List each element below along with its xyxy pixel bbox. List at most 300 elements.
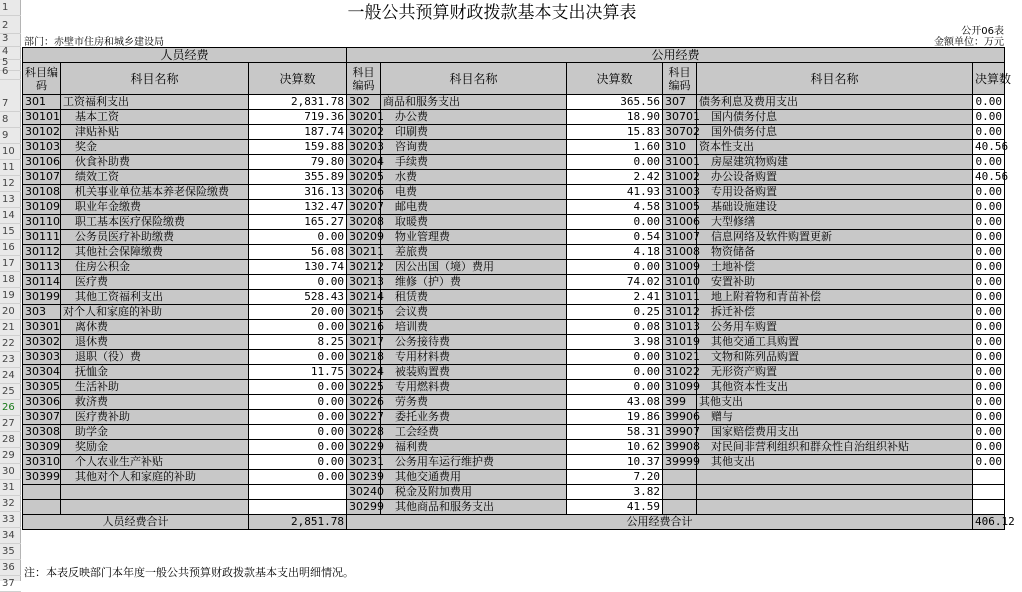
code-cell[interactable]: 30112 xyxy=(23,245,61,260)
code-cell[interactable]: 39999 xyxy=(663,455,697,470)
row-number[interactable]: 23 xyxy=(0,352,21,368)
code-cell[interactable]: 30307 xyxy=(23,410,61,425)
name-cell[interactable]: 物资储备 xyxy=(697,245,973,260)
amount-cell[interactable]: 7.20 xyxy=(567,470,663,485)
header-name-2[interactable]: 科目名称 xyxy=(381,63,567,95)
code-cell[interactable]: 30109 xyxy=(23,200,61,215)
amount-cell[interactable]: 15.83 xyxy=(567,125,663,140)
code-cell[interactable]: 30701 xyxy=(663,110,697,125)
amount-cell[interactable]: 79.80 xyxy=(249,155,347,170)
row-number[interactable]: 19 xyxy=(0,288,21,304)
code-cell[interactable]: 31006 xyxy=(663,215,697,230)
amount-cell[interactable]: 20.00 xyxy=(249,305,347,320)
amount-cell[interactable]: 0.00 xyxy=(249,380,347,395)
name-cell[interactable]: 专用燃料费 xyxy=(381,380,567,395)
code-cell[interactable]: 30214 xyxy=(347,290,381,305)
row-number[interactable]: 20 xyxy=(0,304,21,320)
code-cell[interactable]: 31001 xyxy=(663,155,697,170)
amount-cell[interactable]: 0.08 xyxy=(567,320,663,335)
amount-cell[interactable]: 132.47 xyxy=(249,200,347,215)
amount-cell[interactable]: 0.00 xyxy=(249,410,347,425)
code-cell[interactable]: 31007 xyxy=(663,230,697,245)
name-cell[interactable]: 资本性支出 xyxy=(697,140,973,155)
name-cell[interactable]: 公务用车运行维护费 xyxy=(381,455,567,470)
code-cell[interactable]: 31009 xyxy=(663,260,697,275)
amount-cell[interactable] xyxy=(973,485,1005,500)
code-cell[interactable]: 30102 xyxy=(23,125,61,140)
code-cell[interactable]: 30225 xyxy=(347,380,381,395)
name-cell[interactable]: 福利费 xyxy=(381,440,567,455)
amount-cell[interactable]: 0.00 xyxy=(567,260,663,275)
amount-cell[interactable]: 0.00 xyxy=(249,395,347,410)
name-cell[interactable] xyxy=(697,485,973,500)
name-cell[interactable] xyxy=(61,500,249,515)
amount-cell[interactable]: 187.74 xyxy=(249,125,347,140)
amount-cell[interactable] xyxy=(973,470,1005,485)
code-cell[interactable]: 39906 xyxy=(663,410,697,425)
amount-cell[interactable]: 528.43 xyxy=(249,290,347,305)
amount-cell[interactable]: 18.90 xyxy=(567,110,663,125)
code-cell[interactable]: 30114 xyxy=(23,275,61,290)
code-cell[interactable]: 30212 xyxy=(347,260,381,275)
amount-cell[interactable]: 0.00 xyxy=(973,125,1005,140)
code-cell[interactable]: 30702 xyxy=(663,125,697,140)
code-cell[interactable] xyxy=(663,500,697,515)
code-cell[interactable]: 31022 xyxy=(663,365,697,380)
name-cell[interactable]: 其他对个人和家庭的补助 xyxy=(61,470,249,485)
amount-cell[interactable]: 365.56 xyxy=(567,95,663,110)
code-cell[interactable]: 301 xyxy=(23,95,61,110)
code-cell[interactable]: 30303 xyxy=(23,350,61,365)
amount-cell[interactable]: 0.00 xyxy=(973,425,1005,440)
code-cell[interactable]: 30217 xyxy=(347,335,381,350)
code-cell[interactable]: 31013 xyxy=(663,320,697,335)
name-cell[interactable]: 文物和陈列品购置 xyxy=(697,350,973,365)
code-cell[interactable]: 30201 xyxy=(347,110,381,125)
code-cell[interactable]: 31010 xyxy=(663,275,697,290)
name-cell[interactable]: 专用设备购置 xyxy=(697,185,973,200)
name-cell[interactable]: 离休费 xyxy=(61,320,249,335)
code-cell[interactable]: 30240 xyxy=(347,485,381,500)
name-cell[interactable]: 国家赔偿费用支出 xyxy=(697,425,973,440)
name-cell[interactable]: 手续费 xyxy=(381,155,567,170)
name-cell[interactable]: 取暖费 xyxy=(381,215,567,230)
code-cell[interactable]: 30209 xyxy=(347,230,381,245)
name-cell[interactable]: 办公设备购置 xyxy=(697,170,973,185)
row-number[interactable]: 27 xyxy=(0,416,21,432)
row-number[interactable]: 18 xyxy=(0,272,21,288)
code-cell[interactable]: 30207 xyxy=(347,200,381,215)
name-cell[interactable]: 奖励金 xyxy=(61,440,249,455)
name-cell[interactable]: 印刷费 xyxy=(381,125,567,140)
code-cell[interactable]: 30304 xyxy=(23,365,61,380)
name-cell[interactable]: 基本工资 xyxy=(61,110,249,125)
code-cell[interactable]: 31021 xyxy=(663,350,697,365)
code-cell[interactable]: 30215 xyxy=(347,305,381,320)
code-cell[interactable]: 30205 xyxy=(347,170,381,185)
name-cell[interactable]: 信息网络及软件购置更新 xyxy=(697,230,973,245)
row-number[interactable]: 22 xyxy=(0,336,21,352)
amount-cell[interactable]: 0.00 xyxy=(973,395,1005,410)
amount-cell[interactable]: 4.18 xyxy=(567,245,663,260)
code-cell[interactable]: 30108 xyxy=(23,185,61,200)
code-cell[interactable]: 31003 xyxy=(663,185,697,200)
name-cell[interactable]: 专用材料费 xyxy=(381,350,567,365)
row-number[interactable]: 8 xyxy=(0,112,21,128)
code-cell[interactable]: 30202 xyxy=(347,125,381,140)
amount-cell[interactable]: 41.59 xyxy=(567,500,663,515)
name-cell[interactable]: 绩效工资 xyxy=(61,170,249,185)
amount-cell[interactable]: 0.00 xyxy=(973,155,1005,170)
row-number[interactable]: 13 xyxy=(0,192,21,208)
row-number[interactable]: 28 xyxy=(0,432,21,448)
code-cell[interactable]: 30216 xyxy=(347,320,381,335)
amount-cell[interactable]: 3.98 xyxy=(567,335,663,350)
amount-cell[interactable]: 0.00 xyxy=(973,200,1005,215)
amount-cell[interactable] xyxy=(973,500,1005,515)
amount-cell[interactable]: 0.00 xyxy=(249,470,347,485)
row-number[interactable]: 30 xyxy=(0,464,21,480)
row-number[interactable]: 12 xyxy=(0,176,21,192)
amount-cell[interactable]: 0.00 xyxy=(249,320,347,335)
amount-cell[interactable]: 159.88 xyxy=(249,140,347,155)
code-cell[interactable]: 30228 xyxy=(347,425,381,440)
header-name-3[interactable]: 科目名称 xyxy=(697,63,973,95)
row-number[interactable]: 34 xyxy=(0,528,21,544)
amount-cell[interactable]: 0.00 xyxy=(567,365,663,380)
row-number[interactable]: 10 xyxy=(0,144,21,160)
code-cell[interactable]: 30305 xyxy=(23,380,61,395)
code-cell[interactable]: 39908 xyxy=(663,440,697,455)
name-cell[interactable] xyxy=(697,470,973,485)
personnel-total-value[interactable]: 2,851.78 xyxy=(249,515,347,530)
name-cell[interactable]: 培训费 xyxy=(381,320,567,335)
name-cell[interactable]: 住房公积金 xyxy=(61,260,249,275)
name-cell[interactable]: 其他交通费用 xyxy=(381,470,567,485)
name-cell[interactable]: 其他社会保障缴费 xyxy=(61,245,249,260)
code-cell[interactable]: 30229 xyxy=(347,440,381,455)
code-cell[interactable]: 30203 xyxy=(347,140,381,155)
row-number[interactable]: 36 xyxy=(0,560,21,576)
row-number[interactable]: 9 xyxy=(0,128,21,144)
code-cell[interactable]: 30308 xyxy=(23,425,61,440)
code-cell[interactable]: 30101 xyxy=(23,110,61,125)
amount-cell[interactable] xyxy=(249,485,347,500)
header-amount-2[interactable]: 决算数 xyxy=(567,63,663,95)
amount-cell[interactable]: 0.00 xyxy=(973,275,1005,290)
amount-cell[interactable]: 1.60 xyxy=(567,140,663,155)
name-cell[interactable]: 其他交通工具购置 xyxy=(697,335,973,350)
name-cell[interactable]: 其他支出 xyxy=(697,455,973,470)
name-cell[interactable]: 劳务费 xyxy=(381,395,567,410)
code-cell[interactable]: 303 xyxy=(23,305,61,320)
amount-cell[interactable]: 0.00 xyxy=(973,215,1005,230)
row-number[interactable]: 26 xyxy=(0,400,21,416)
name-cell[interactable]: 对个人和家庭的补助 xyxy=(61,305,249,320)
amount-cell[interactable]: 0.00 xyxy=(973,245,1005,260)
row-number[interactable]: 29 xyxy=(0,448,21,464)
name-cell[interactable]: 土地补偿 xyxy=(697,260,973,275)
amount-cell[interactable]: 74.02 xyxy=(567,275,663,290)
code-cell[interactable]: 30309 xyxy=(23,440,61,455)
amount-cell[interactable]: 41.93 xyxy=(567,185,663,200)
amount-cell[interactable]: 0.00 xyxy=(973,305,1005,320)
amount-cell[interactable]: 0.00 xyxy=(973,350,1005,365)
name-cell[interactable]: 维修（护）费 xyxy=(381,275,567,290)
row-number[interactable]: 16 xyxy=(0,240,21,256)
code-cell[interactable]: 30239 xyxy=(347,470,381,485)
section-public[interactable]: 公用经费 xyxy=(347,48,1005,63)
name-cell[interactable]: 安置补助 xyxy=(697,275,973,290)
code-cell[interactable] xyxy=(663,470,697,485)
name-cell[interactable]: 机关事业单位基本养老保险缴费 xyxy=(61,185,249,200)
amount-cell[interactable]: 0.00 xyxy=(973,455,1005,470)
code-cell[interactable]: 30111 xyxy=(23,230,61,245)
code-cell[interactable]: 30226 xyxy=(347,395,381,410)
name-cell[interactable] xyxy=(697,500,973,515)
code-cell[interactable]: 30103 xyxy=(23,140,61,155)
amount-cell[interactable]: 0.00 xyxy=(973,440,1005,455)
amount-cell[interactable]: 0.00 xyxy=(973,380,1005,395)
name-cell[interactable]: 津贴补贴 xyxy=(61,125,249,140)
name-cell[interactable]: 税金及附加费用 xyxy=(381,485,567,500)
name-cell[interactable]: 被装购置费 xyxy=(381,365,567,380)
name-cell[interactable]: 国内债务付息 xyxy=(697,110,973,125)
name-cell[interactable]: 职业年金缴费 xyxy=(61,200,249,215)
amount-cell[interactable]: 0.00 xyxy=(249,230,347,245)
amount-cell[interactable]: 0.00 xyxy=(973,410,1005,425)
amount-cell[interactable]: 2.41 xyxy=(567,290,663,305)
name-cell[interactable]: 退职（役）费 xyxy=(61,350,249,365)
name-cell[interactable]: 债务利息及费用支出 xyxy=(697,95,973,110)
amount-cell[interactable]: 0.00 xyxy=(973,335,1005,350)
header-amount-3[interactable]: 决算数 xyxy=(973,63,1005,95)
row-number[interactable]: 33 xyxy=(0,512,21,528)
row-number[interactable]: 17 xyxy=(0,256,21,272)
amount-cell[interactable]: 11.75 xyxy=(249,365,347,380)
name-cell[interactable]: 委托业务费 xyxy=(381,410,567,425)
amount-cell[interactable]: 165.27 xyxy=(249,215,347,230)
row-number[interactable]: 3 xyxy=(0,31,21,47)
amount-cell[interactable]: 0.00 xyxy=(249,440,347,455)
name-cell[interactable]: 因公出国（境）费用 xyxy=(381,260,567,275)
header-code-2[interactable]: 科目编码 xyxy=(347,63,381,95)
amount-cell[interactable]: 2,831.78 xyxy=(249,95,347,110)
amount-cell[interactable]: 0.00 xyxy=(973,230,1005,245)
name-cell[interactable]: 咨询费 xyxy=(381,140,567,155)
name-cell[interactable]: 租赁费 xyxy=(381,290,567,305)
amount-cell[interactable]: 0.00 xyxy=(249,455,347,470)
code-cell[interactable]: 30218 xyxy=(347,350,381,365)
header-code-3[interactable]: 科目编码 xyxy=(663,63,697,95)
name-cell[interactable]: 其他支出 xyxy=(697,395,973,410)
row-number[interactable]: 2 xyxy=(0,18,21,34)
name-cell[interactable]: 工资福利支出 xyxy=(61,95,249,110)
name-cell[interactable]: 助学金 xyxy=(61,425,249,440)
amount-cell[interactable]: 0.00 xyxy=(567,350,663,365)
code-cell[interactable]: 307 xyxy=(663,95,697,110)
row-number[interactable]: 1 xyxy=(0,0,21,16)
amount-cell[interactable]: 10.62 xyxy=(567,440,663,455)
row-number[interactable]: 37 xyxy=(0,576,21,592)
code-cell[interactable]: 30211 xyxy=(347,245,381,260)
name-cell[interactable]: 医疗费 xyxy=(61,275,249,290)
amount-cell[interactable]: 316.13 xyxy=(249,185,347,200)
code-cell[interactable] xyxy=(23,500,61,515)
row-number[interactable]: 24 xyxy=(0,368,21,384)
name-cell[interactable]: 对民间非营利组织和群众性自治组织补贴 xyxy=(697,440,973,455)
name-cell[interactable]: 国外债务付息 xyxy=(697,125,973,140)
amount-cell[interactable]: 0.00 xyxy=(973,185,1005,200)
section-personnel[interactable]: 人员经费 xyxy=(23,48,347,63)
code-cell[interactable]: 31019 xyxy=(663,335,697,350)
public-total-label[interactable]: 公用经费合计 xyxy=(347,515,973,530)
amount-cell[interactable] xyxy=(249,500,347,515)
amount-cell[interactable]: 58.31 xyxy=(567,425,663,440)
row-number[interactable]: 15 xyxy=(0,224,21,240)
name-cell[interactable]: 公务用车购置 xyxy=(697,320,973,335)
amount-cell[interactable]: 40.56 xyxy=(973,170,1005,185)
code-cell[interactable]: 31008 xyxy=(663,245,697,260)
amount-cell[interactable]: 0.00 xyxy=(567,380,663,395)
name-cell[interactable]: 商品和服务支出 xyxy=(381,95,567,110)
code-cell[interactable]: 399 xyxy=(663,395,697,410)
name-cell[interactable]: 其他资本性支出 xyxy=(697,380,973,395)
amount-cell[interactable]: 0.00 xyxy=(249,275,347,290)
name-cell[interactable]: 职工基本医疗保险缴费 xyxy=(61,215,249,230)
header-code-1[interactable]: 科目编码 xyxy=(23,63,61,95)
code-cell[interactable]: 30204 xyxy=(347,155,381,170)
amount-cell[interactable]: 0.00 xyxy=(249,425,347,440)
code-cell[interactable]: 30107 xyxy=(23,170,61,185)
amount-cell[interactable]: 0.00 xyxy=(973,110,1005,125)
header-amount-1[interactable]: 决算数 xyxy=(249,63,347,95)
row-number[interactable]: 32 xyxy=(0,496,21,512)
row-number[interactable]: 7 xyxy=(0,96,21,112)
code-cell[interactable]: 30231 xyxy=(347,455,381,470)
amount-cell[interactable]: 0.00 xyxy=(249,350,347,365)
name-cell[interactable]: 电费 xyxy=(381,185,567,200)
amount-cell[interactable]: 0.00 xyxy=(973,95,1005,110)
name-cell[interactable]: 公务员医疗补助缴费 xyxy=(61,230,249,245)
name-cell[interactable]: 其他工资福利支出 xyxy=(61,290,249,305)
row-number[interactable]: 21 xyxy=(0,320,21,336)
row-number[interactable]: 6 xyxy=(0,64,21,80)
amount-cell[interactable]: 56.08 xyxy=(249,245,347,260)
code-cell[interactable]: 30213 xyxy=(347,275,381,290)
name-cell[interactable]: 会议费 xyxy=(381,305,567,320)
amount-cell[interactable]: 2.42 xyxy=(567,170,663,185)
name-cell[interactable]: 房屋建筑物购建 xyxy=(697,155,973,170)
amount-cell[interactable]: 0.54 xyxy=(567,230,663,245)
code-cell[interactable]: 30110 xyxy=(23,215,61,230)
code-cell[interactable]: 30399 xyxy=(23,470,61,485)
code-cell[interactable] xyxy=(663,485,697,500)
name-cell[interactable]: 个人农业生产补贴 xyxy=(61,455,249,470)
name-cell[interactable]: 伙食补助费 xyxy=(61,155,249,170)
personnel-total-label[interactable]: 人员经费合计 xyxy=(23,515,249,530)
code-cell[interactable]: 30299 xyxy=(347,500,381,515)
code-cell[interactable] xyxy=(23,485,61,500)
code-cell[interactable]: 31005 xyxy=(663,200,697,215)
name-cell[interactable]: 物业管理费 xyxy=(381,230,567,245)
name-cell[interactable]: 救济费 xyxy=(61,395,249,410)
amount-cell[interactable]: 0.25 xyxy=(567,305,663,320)
code-cell[interactable]: 30113 xyxy=(23,260,61,275)
code-cell[interactable]: 31011 xyxy=(663,290,697,305)
code-cell[interactable]: 30310 xyxy=(23,455,61,470)
code-cell[interactable]: 30301 xyxy=(23,320,61,335)
code-cell[interactable]: 30106 xyxy=(23,155,61,170)
row-number[interactable]: 5 xyxy=(0,55,21,71)
code-cell[interactable]: 31099 xyxy=(663,380,697,395)
name-cell[interactable]: 基础设施建设 xyxy=(697,200,973,215)
name-cell[interactable]: 邮电费 xyxy=(381,200,567,215)
code-cell[interactable]: 30208 xyxy=(347,215,381,230)
code-cell[interactable]: 30199 xyxy=(23,290,61,305)
code-cell[interactable]: 31002 xyxy=(663,170,697,185)
header-name-1[interactable]: 科目名称 xyxy=(61,63,249,95)
name-cell[interactable]: 公务接待费 xyxy=(381,335,567,350)
row-number[interactable]: 25 xyxy=(0,384,21,400)
row-number[interactable]: 14 xyxy=(0,208,21,224)
code-cell[interactable]: 30206 xyxy=(347,185,381,200)
amount-cell[interactable]: 355.89 xyxy=(249,170,347,185)
amount-cell[interactable]: 0.00 xyxy=(973,320,1005,335)
amount-cell[interactable]: 130.74 xyxy=(249,260,347,275)
code-cell[interactable]: 30302 xyxy=(23,335,61,350)
amount-cell[interactable]: 0.00 xyxy=(973,365,1005,380)
amount-cell[interactable]: 10.37 xyxy=(567,455,663,470)
code-cell[interactable]: 302 xyxy=(347,95,381,110)
code-cell[interactable]: 30224 xyxy=(347,365,381,380)
name-cell[interactable]: 赠与 xyxy=(697,410,973,425)
name-cell[interactable]: 水费 xyxy=(381,170,567,185)
name-cell[interactable]: 地上附着物和青苗补偿 xyxy=(697,290,973,305)
name-cell[interactable]: 生活补助 xyxy=(61,380,249,395)
name-cell[interactable]: 其他商品和服务支出 xyxy=(381,500,567,515)
amount-cell[interactable]: 3.82 xyxy=(567,485,663,500)
name-cell[interactable]: 抚恤金 xyxy=(61,365,249,380)
name-cell[interactable]: 办公费 xyxy=(381,110,567,125)
amount-cell[interactable]: 0.00 xyxy=(973,290,1005,305)
public-total-value[interactable]: 406.12 xyxy=(973,515,1005,530)
amount-cell[interactable]: 40.56 xyxy=(973,140,1005,155)
amount-cell[interactable]: 8.25 xyxy=(249,335,347,350)
amount-cell[interactable]: 0.00 xyxy=(567,215,663,230)
name-cell[interactable]: 大型修缮 xyxy=(697,215,973,230)
name-cell[interactable]: 退休费 xyxy=(61,335,249,350)
code-cell[interactable]: 30227 xyxy=(347,410,381,425)
name-cell[interactable]: 工会经费 xyxy=(381,425,567,440)
name-cell[interactable]: 拆迁补偿 xyxy=(697,305,973,320)
amount-cell[interactable]: 43.08 xyxy=(567,395,663,410)
name-cell[interactable]: 无形资产购置 xyxy=(697,365,973,380)
name-cell[interactable]: 差旅费 xyxy=(381,245,567,260)
row-number[interactable]: 35 xyxy=(0,544,21,560)
row-number[interactable]: 4 xyxy=(0,44,21,60)
name-cell[interactable] xyxy=(61,485,249,500)
name-cell[interactable]: 奖金 xyxy=(61,140,249,155)
amount-cell[interactable]: 0.00 xyxy=(567,155,663,170)
code-cell[interactable]: 39907 xyxy=(663,425,697,440)
name-cell[interactable]: 医疗费补助 xyxy=(61,410,249,425)
row-number[interactable]: 11 xyxy=(0,160,21,176)
amount-cell[interactable]: 4.58 xyxy=(567,200,663,215)
code-cell[interactable]: 31012 xyxy=(663,305,697,320)
row-number[interactable]: 31 xyxy=(0,480,21,496)
code-cell[interactable]: 30306 xyxy=(23,395,61,410)
